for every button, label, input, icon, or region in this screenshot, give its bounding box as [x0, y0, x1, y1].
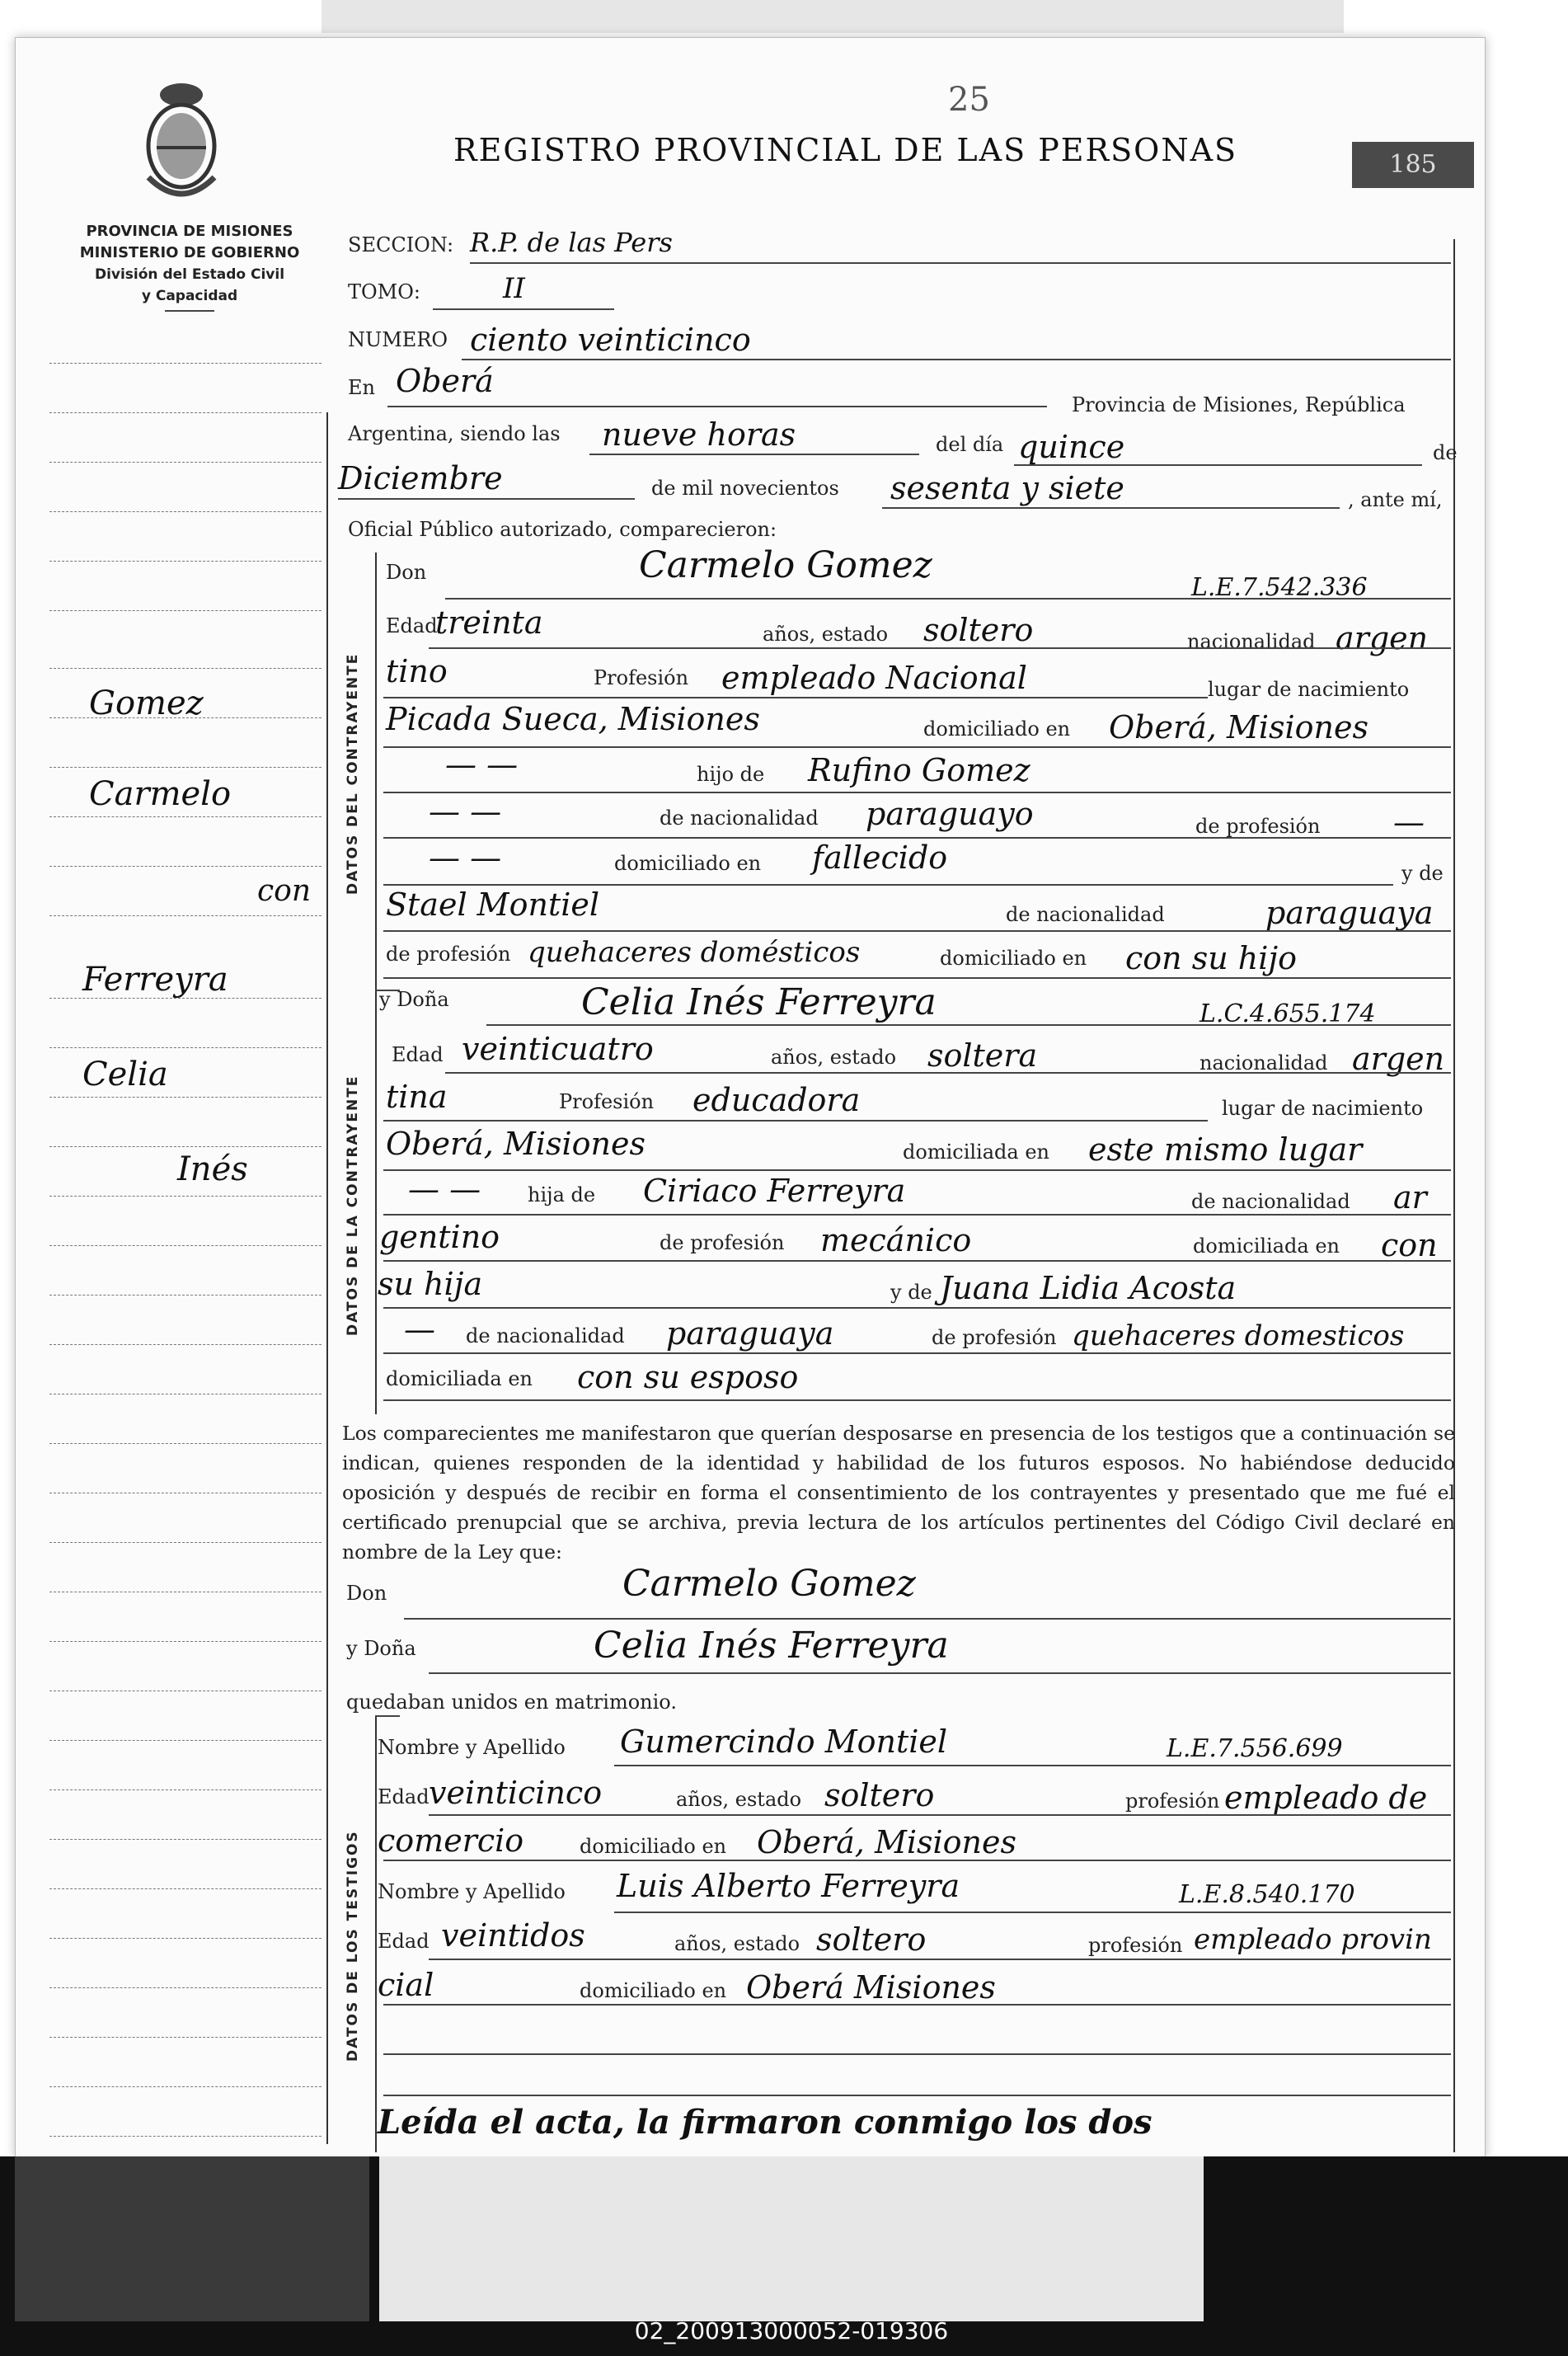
y-dona-label-2: y Doña: [346, 1637, 416, 1660]
de-nacionalidad-label-4: de nacionalidad: [466, 1324, 625, 1347]
field-line: [383, 746, 1451, 748]
margin-line: [49, 1443, 322, 1444]
dona-value: Celia Inés Ferreyra: [581, 981, 937, 1023]
field-line: [383, 1214, 1451, 1216]
nacionalidad2-value-2: tina: [386, 1079, 448, 1115]
margin-note-surname2: Ferreyra: [82, 961, 228, 999]
testigo1-edad: veinticinco: [429, 1775, 603, 1811]
margin-note-surname: Gomez: [89, 684, 204, 722]
province-label: PROVINCIA DE MISIONES: [86, 223, 293, 240]
field-line: [383, 837, 1451, 839]
lugar-value: Oberá: [396, 363, 494, 399]
margin-line: [49, 767, 322, 768]
margin-line: [49, 1295, 322, 1296]
anos-estado-label-2: años, estado: [771, 1046, 897, 1069]
don-label: Don: [386, 561, 427, 584]
margin-line: [49, 1146, 322, 1147]
argentina-label: Argentina, siendo las: [348, 422, 561, 445]
field-line: [429, 1814, 1451, 1816]
margin-line: [49, 2136, 322, 2137]
capacity-label: y Capacidad: [141, 288, 238, 304]
domiciliado-label-3: domiciliado en: [940, 947, 1087, 970]
edad-label-2: Edad: [392, 1043, 444, 1066]
top-band: [322, 0, 1344, 33]
testigo2-edad: veintidos: [441, 1917, 585, 1954]
coat-of-arms-icon: [136, 78, 227, 202]
testigo2-profesion-1: empleado provin: [1194, 1923, 1432, 1956]
lugar-nacimiento-label-2: lugar de nacimiento: [1222, 1097, 1424, 1120]
testigo2-profesion-2: cial: [378, 1967, 434, 2003]
right-border: [1453, 239, 1455, 2152]
anio-value: sesenta y siete: [890, 470, 1124, 506]
field-line: [470, 262, 1451, 264]
field-line: [486, 1024, 1451, 1026]
field-line: [404, 1618, 1451, 1620]
margin-line: [49, 363, 322, 364]
testigo1-profesion-2: comercio: [378, 1822, 524, 1859]
scan-page-edge: [379, 2156, 1204, 2321]
testigo1-profesion-1: empleado de: [1224, 1780, 1428, 1816]
divider: [165, 310, 214, 312]
field-line: [383, 1120, 1208, 1122]
field-line: [429, 1672, 1451, 1674]
madre-nacionalidad: paraguaya: [1265, 895, 1434, 931]
en-label: En: [348, 376, 375, 399]
ministry-label: MINISTERIO DE GOBIERNO: [79, 244, 300, 261]
page-title: REGISTRO PROVINCIAL DE LAS PERSONAS: [453, 132, 1238, 168]
margin-line: [49, 1987, 322, 1988]
margin-line: [49, 1938, 322, 1939]
hora-value: nueve horas: [602, 416, 796, 453]
field-line: [383, 930, 1451, 932]
padre-profesion: —: [1393, 804, 1425, 840]
numero-value: ciento veinticinco: [470, 322, 751, 358]
margin-line: [49, 2086, 322, 2087]
de-mil-label: de mil novecientos: [651, 477, 839, 500]
de-profesion-label-4: de profesión: [932, 1326, 1057, 1349]
don-value: Carmelo Gomez: [639, 544, 932, 586]
testigo1-domicilio: Oberá, Misiones: [757, 1824, 1017, 1860]
field-line: [383, 2053, 1451, 2055]
domiciliada-label: domiciliada en: [903, 1140, 1049, 1164]
nacionalidad2-value-1: argen: [1352, 1041, 1445, 1077]
padre2-domicilio-1: con: [1381, 1227, 1438, 1263]
field-line: [383, 1860, 1451, 1861]
image-identifier: 02_200913000052-019306: [634, 2317, 949, 2344]
margin-line: [49, 915, 322, 916]
field-line: [383, 697, 1208, 698]
testigo2-domicilio: Oberá Misiones: [746, 1969, 996, 2006]
margin-line: [49, 1097, 322, 1098]
field-line: [589, 454, 919, 455]
madre2-nacionalidad: paraguaya: [666, 1315, 834, 1352]
page-number: 25: [948, 81, 990, 119]
field-line: [1014, 464, 1422, 466]
lugar-nacimiento-value: Picada Sueca, Misiones: [386, 701, 760, 737]
estado-value-2: soltera: [927, 1037, 1038, 1074]
padre2-nacionalidad-1: ar: [1393, 1179, 1427, 1216]
declaration-paragraph: Los comparecientes me manifestaron que querían desposarse en presencia de los testigos que a continuación se indican, quienes responden de la identidad y habilidad de los futuros esposos. No habiéndose deducido oposición y después de recibir en forma el consentimiento de los contrayentes y presentado que me fué el certificado prenupcial que se archiva, previa lectura de los artículos pertinentes del Código Civil declaré en nombre de la Ley que:: [342, 1422, 1455, 1564]
field-line: [429, 647, 1451, 649]
field-line: [462, 359, 1451, 360]
profesion-value-2: educadora: [692, 1082, 861, 1118]
scan-shadow: [15, 2156, 369, 2321]
edad-label: Edad: [386, 614, 438, 637]
seccion-label: SECCION:: [348, 233, 454, 256]
testigo1-estado: soltero: [824, 1777, 935, 1813]
profesion-label-2: Profesión: [559, 1090, 655, 1113]
edad-value-2: veinticuatro: [462, 1031, 654, 1067]
domiciliado-label-4: domiciliado en: [580, 1835, 727, 1858]
domiciliado-label: domiciliado en: [923, 717, 1071, 741]
division-label: División del Estado Civil: [94, 266, 285, 283]
domiciliada-label-3: domiciliada en: [386, 1367, 533, 1390]
numero-label: NUMERO: [348, 328, 448, 351]
margin-note-name3: Inés: [177, 1150, 248, 1188]
dash-b: — —: [429, 793, 502, 830]
field-line: [445, 1072, 1451, 1074]
margin-line: [49, 1047, 322, 1048]
madre-domicilio: con su hijo: [1125, 940, 1298, 976]
dash-c: — —: [429, 839, 502, 876]
margin-line: [49, 1789, 322, 1790]
tomo-label: TOMO:: [348, 280, 421, 303]
margin-note-con: con: [257, 874, 312, 908]
domiciliado-label-2: domiciliado en: [614, 852, 762, 875]
profesion-value: empleado Nacional: [721, 660, 1027, 696]
field-line: [383, 1399, 1451, 1401]
testigo2-estado: soltero: [816, 1921, 927, 1958]
anos-estado-label: años, estado: [763, 623, 889, 646]
contrayente-f-label: DATOS DE LA CONTRAYENTE: [345, 1075, 361, 1336]
field-line: [445, 598, 1451, 600]
margin-line: [49, 1344, 322, 1345]
madre-profesion: quehaceres domésticos: [528, 936, 861, 969]
section-border: [375, 1715, 377, 2152]
section-border: [375, 553, 377, 1414]
padre2-domicilio-2: su hija: [378, 1266, 483, 1302]
profesion-label: Profesión: [594, 666, 689, 689]
testigo1-document: L.E.7.556.699: [1167, 1734, 1343, 1763]
oficial-label: Oficial Público autorizado, comparecieron:: [348, 518, 777, 541]
dash-a: — —: [445, 746, 519, 783]
nombre-apellido-label-2: Nombre y Apellido: [378, 1880, 566, 1903]
margin-line: [49, 1245, 322, 1246]
de-profesion-label: de profesión: [1195, 815, 1321, 838]
field-line: [383, 1307, 1451, 1309]
edad-value: treinta: [435, 604, 543, 641]
field-line: [614, 1765, 1451, 1766]
margin-line: [49, 511, 322, 512]
y-de-label-2: y de: [890, 1281, 932, 1304]
don-label-2: Don: [346, 1582, 387, 1605]
padre-value: Rufino Gomez: [808, 752, 1030, 788]
padre2-value: Ciriaco Ferreyra: [643, 1173, 906, 1209]
testigos-label: DATOS DE LOS TESTIGOS: [345, 1830, 361, 2062]
madre2-domicilio: con su esposo: [577, 1359, 799, 1395]
field-line: [383, 792, 1451, 793]
domiciliado-label-5: domiciliado en: [580, 1979, 727, 2002]
y-de-label: y de: [1401, 862, 1444, 885]
de-profesion-label-3: de profesión: [660, 1231, 785, 1254]
margin-line: [49, 1542, 322, 1543]
stamp: 185: [1352, 142, 1474, 188]
domicilio-value-2: este mismo lugar: [1088, 1131, 1363, 1168]
testigo1-nombre: Gumercindo Montiel: [620, 1724, 948, 1760]
dona-document: L.C.4.655.174: [1199, 999, 1376, 1028]
padre2-profesion: mecánico: [820, 1222, 972, 1258]
margin-line: [49, 1888, 322, 1889]
section-tick: [375, 1715, 400, 1717]
margin-line: [49, 610, 322, 611]
edad-label-3: Edad: [378, 1785, 430, 1808]
padre2-nacionalidad-2: gentino: [379, 1219, 500, 1255]
don-document: L.E.7.542.336: [1191, 573, 1368, 602]
margin-note-name2: Celia: [82, 1056, 168, 1093]
hija-de-label: hija de: [528, 1183, 596, 1206]
margin-line: [49, 561, 322, 562]
padre-nacionalidad: paraguayo: [866, 796, 1034, 832]
domiciliada-label-2: domiciliada en: [1193, 1234, 1340, 1258]
margin-note-name: Carmelo: [89, 775, 232, 813]
field-line: [383, 977, 1451, 979]
dash-e: —: [404, 1311, 435, 1347]
margin-line: [49, 816, 322, 817]
margin-line: [49, 866, 322, 867]
nacionalidad-value-2: tino: [386, 653, 448, 689]
padre-domicilio: fallecido: [812, 839, 948, 876]
de-nacionalidad-label: de nacionalidad: [660, 806, 819, 830]
madre2-profesion: quehaceres domesticos: [1072, 1319, 1405, 1352]
margin-line: [49, 1196, 322, 1197]
seccion-value: R.P. de las Pers: [470, 227, 673, 258]
testigo2-nombre: Luis Alberto Ferreyra: [617, 1868, 960, 1904]
field-line: [383, 2004, 1451, 2006]
de-label: de: [1433, 441, 1458, 464]
field-line: [882, 507, 1340, 509]
lugar-nacimiento-value-2: Oberá, Misiones: [386, 1126, 646, 1162]
leida-text: Leída el acta, la firmaron conmigo los dos: [378, 2103, 1153, 2142]
de-nacionalidad-label-3: de nacionalidad: [1191, 1190, 1350, 1213]
anos-estado-label-3: años, estado: [676, 1788, 802, 1811]
del-dia-label: del día: [936, 433, 1004, 456]
field-line: [383, 1352, 1451, 1354]
field-line: [383, 1260, 1451, 1262]
estado-value: soltero: [923, 612, 1034, 648]
don2-value: Carmelo Gomez: [622, 1563, 916, 1605]
nacionalidad-label: nacionalidad: [1187, 630, 1316, 653]
dia-value: quince: [1018, 429, 1125, 465]
margin-line: [49, 668, 322, 669]
tomo-value: II: [503, 272, 525, 305]
madre2-value: Juana Lidia Acosta: [940, 1270, 1237, 1306]
margin-line: [49, 1641, 322, 1642]
field-line: [383, 884, 1393, 886]
de-profesion-label-2: de profesión: [386, 943, 511, 966]
profesion-label-4: profesión: [1088, 1934, 1183, 1957]
edad-label-4: Edad: [378, 1930, 430, 1953]
ministry-heading: [49, 221, 330, 312]
nacionalidad-value-1: argen: [1336, 620, 1429, 656]
provincia-label: Provincia de Misiones, República: [1072, 393, 1406, 416]
hijo-de-label: hijo de: [697, 763, 765, 786]
field-line: [387, 406, 1047, 407]
anos-estado-label-4: años, estado: [674, 1932, 800, 1955]
nombre-apellido-label: Nombre y Apellido: [378, 1736, 566, 1759]
dash-d: — —: [408, 1171, 481, 1207]
profesion-label-3: profesión: [1125, 1789, 1220, 1813]
domicilio-value: Oberá, Misiones: [1109, 709, 1369, 745]
margin-line: [49, 1740, 322, 1741]
dona2-value: Celia Inés Ferreyra: [594, 1625, 949, 1667]
field-line: [338, 498, 635, 500]
quedaban-label: quedaban unidos en matrimonio.: [346, 1691, 677, 1714]
madre-value: Stael Montiel: [386, 886, 600, 923]
margin-line: [49, 462, 322, 463]
margin-line: [49, 2037, 322, 2038]
testigo2-document: L.E.8.540.170: [1179, 1880, 1355, 1909]
contrayente-label: DATOS DEL CONTRAYENTE: [345, 652, 361, 895]
field-line: [429, 1959, 1451, 1960]
lugar-nacimiento-label: lugar de nacimiento: [1208, 678, 1410, 701]
sidebar-divider: [326, 412, 328, 2144]
mes-value: Diciembre: [338, 460, 503, 496]
nacionalidad-label-2: nacionalidad: [1199, 1051, 1328, 1075]
ante-mi-label: , ante mí,: [1348, 488, 1443, 511]
margin-line: [49, 1839, 322, 1840]
field-line: [383, 1169, 1451, 1171]
de-nacionalidad-label-2: de nacionalidad: [1006, 903, 1165, 926]
field-line: [614, 1912, 1451, 1913]
field-line: [433, 308, 614, 310]
y-dona-label: y Doña: [379, 988, 449, 1011]
field-line: [383, 2095, 1451, 2096]
margin-line: [49, 412, 322, 413]
